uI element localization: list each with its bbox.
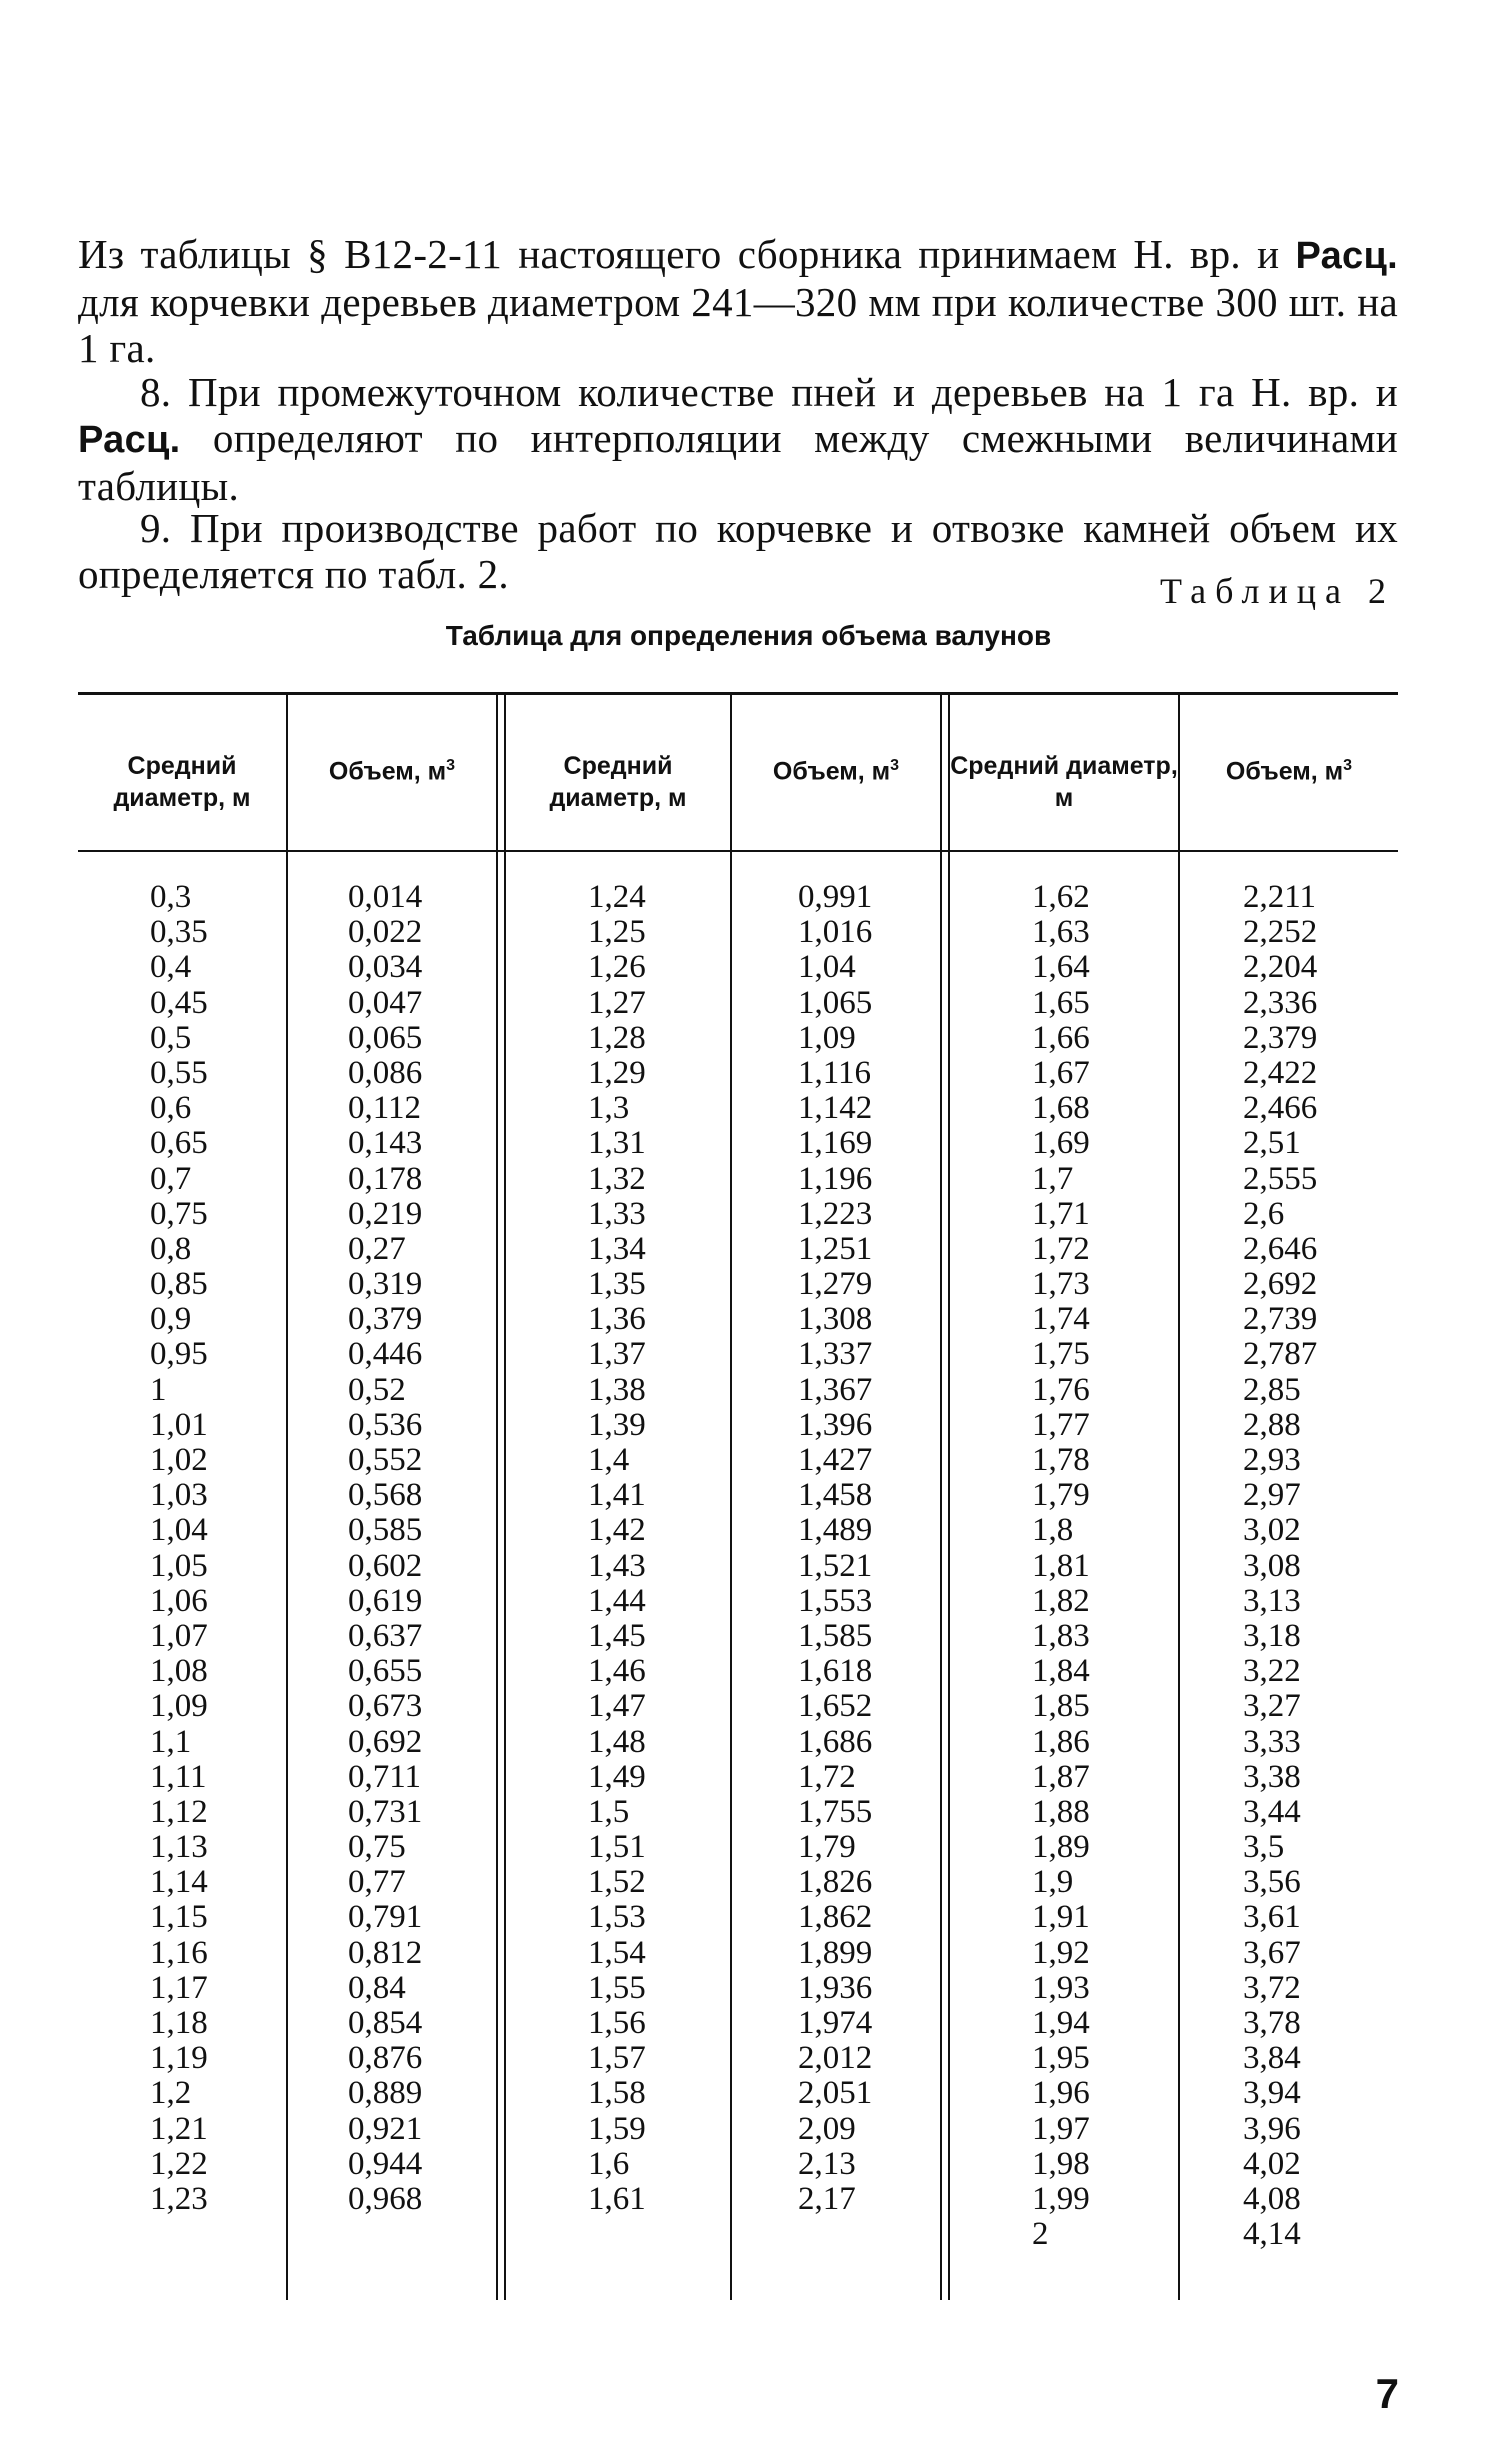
table-cell: 0,876: [348, 2040, 423, 2077]
table-cell: 2,379: [1243, 1019, 1318, 1056]
table-cell: 1,279: [798, 1266, 873, 1303]
table-cell: 1,52: [588, 1864, 646, 1901]
table-cell: 1,85: [1032, 1688, 1090, 1725]
table-cell: 0,379: [348, 1301, 423, 1338]
table-cell: 0,4: [150, 949, 192, 986]
table-cell: 2,555: [1243, 1160, 1318, 1197]
table-cell: 1,38: [588, 1371, 646, 1408]
table-cell: 0,552: [348, 1442, 423, 1478]
table-cell: 1,91: [1032, 1899, 1090, 1936]
table-cell: 4,08: [1243, 2180, 1301, 2217]
table-cell: 1,06: [150, 1582, 208, 1619]
table-cell: 0,014: [348, 879, 423, 915]
table-cell: 3,56: [1243, 1864, 1301, 1901]
header-volume-sup: 3: [890, 757, 900, 774]
table-cell: 3,44: [1243, 1793, 1301, 1830]
table-cell: 0,944: [348, 2145, 423, 2182]
table-cell: 1,521: [798, 1547, 873, 1584]
table-cell: 1,25: [588, 914, 646, 951]
table-cell: 1,94: [1032, 2005, 1090, 2041]
table-cell: 2,051: [798, 2075, 873, 2112]
header-diameter-1: Средний диаметр, м: [113, 752, 251, 812]
table-cell: 1,76: [1032, 1371, 1090, 1408]
table-cell: 1,21: [150, 2110, 208, 2147]
table-cell: 2,422: [1243, 1054, 1318, 1091]
page-number: 7: [1375, 2370, 1399, 2417]
table-cell: 1,04: [798, 949, 856, 986]
table-cell: 3,38: [1243, 1758, 1301, 1795]
table-cell: 1,53: [588, 1899, 646, 1936]
table-cell: 0,35: [150, 914, 208, 951]
table-cell: 0,7: [150, 1160, 192, 1197]
table-number-label: Таблица 2: [1160, 571, 1395, 611]
header-volume-3: [1180, 750, 1398, 787]
table-cell: 1,33: [588, 1195, 646, 1232]
p2-bold-rasc: Расц.: [78, 419, 181, 461]
table-cell: 2,646: [1243, 1230, 1318, 1267]
table-cell: 1,89: [1032, 1829, 1090, 1866]
table-cell: 0,8: [150, 1230, 192, 1267]
table-cell: 1,618: [798, 1653, 873, 1690]
table-cell: 1,56: [588, 2005, 646, 2041]
table-cell: 1,458: [798, 1477, 873, 1514]
table-cell: 1,97: [1032, 2110, 1090, 2147]
table-cell: 3,5: [1243, 1829, 1285, 1866]
column-double-divider-left: [496, 695, 498, 2300]
table-cell: 0,812: [348, 1934, 423, 1971]
table-cell: 1,974: [798, 2005, 873, 2041]
column-divider: [286, 695, 288, 2300]
column-double-divider-left: [940, 695, 942, 2300]
table-cell: 0,6: [150, 1090, 192, 1127]
table-cell: 1,98: [1032, 2145, 1090, 2182]
table-cell: 1,12: [150, 1793, 208, 1830]
table-cell: 1,18: [150, 2005, 208, 2041]
table-cell: 3,72: [1243, 1969, 1301, 2006]
table-cell: 0,75: [150, 1195, 208, 1232]
table-top-rule: [78, 692, 1398, 695]
table-cell: 1,46: [588, 1653, 646, 1690]
table-cell: 1,57: [588, 2040, 646, 2077]
table-cell: 1,31: [588, 1125, 646, 1162]
table-cell: 1,72: [1032, 1230, 1090, 1267]
table-cell: 1,07: [150, 1617, 208, 1654]
table-cell: 1,74: [1032, 1301, 1090, 1338]
table-cell: 1,03: [150, 1477, 208, 1514]
table-cell: 1,223: [798, 1195, 873, 1232]
table-cell: 0,022: [348, 914, 423, 951]
header-volume-text: Объем, м: [328, 757, 447, 786]
table-cell: 2,204: [1243, 949, 1318, 986]
table-cell: 1,75: [1032, 1336, 1090, 1373]
table-cell: 3,94: [1243, 2075, 1301, 2112]
table-cell: 2,51: [1243, 1125, 1301, 1162]
column-divider: [1178, 695, 1180, 2300]
table-cell: 1,68: [1032, 1090, 1090, 1127]
table-cell: 1,96: [1032, 2075, 1090, 2112]
table-cell: 1,73: [1032, 1266, 1090, 1303]
table-cell: 3,18: [1243, 1617, 1301, 1654]
table-cell: 1,88: [1032, 1793, 1090, 1830]
table-cell: 2,09: [798, 2110, 856, 2147]
table-cell: 1,87: [1032, 1758, 1090, 1795]
table-cell: 0,692: [348, 1723, 423, 1760]
table-cell: 1,05: [150, 1547, 208, 1584]
column-volume-2: [798, 880, 872, 2217]
table-cell: 2,787: [1243, 1336, 1318, 1373]
table-cell: 1,9: [1032, 1864, 1074, 1901]
table-cell: 1,196: [798, 1160, 873, 1197]
table-cell: 0,9: [150, 1301, 192, 1338]
table-cell: 2,739: [1243, 1301, 1318, 1338]
table-cell: 2,93: [1243, 1442, 1301, 1478]
table-cell: 1,59: [588, 2110, 646, 2147]
table-cell: 1,09: [798, 1019, 856, 1056]
table-cell: 2,13: [798, 2145, 856, 2182]
header-volume-2: [732, 750, 940, 787]
table-cell: 1,55: [588, 1969, 646, 2006]
table-cell: 2,97: [1243, 1477, 1301, 1514]
table-cell: 2: [1032, 2216, 1049, 2253]
table-cell: 1,065: [798, 984, 873, 1021]
table-cell: 2,012: [798, 2040, 873, 2077]
table-cell: 1,337: [798, 1336, 873, 1373]
table-cell: 1,47: [588, 1688, 646, 1725]
table-cell: 1,016: [798, 914, 873, 951]
table-cell: 2,17: [798, 2180, 856, 2217]
table-cell: 1,08: [150, 1653, 208, 1690]
table-cell: 4,02: [1243, 2145, 1301, 2182]
table-cell: 1,45: [588, 1617, 646, 1654]
table-cell: 1,78: [1032, 1442, 1090, 1478]
table-cell: 0,95: [150, 1336, 208, 1373]
header-volume-1: [288, 750, 496, 787]
table-cell: 1,84: [1032, 1653, 1090, 1690]
table-cell: 1,826: [798, 1864, 873, 1901]
table-cell: 1,4: [588, 1442, 630, 1478]
table-cell: 2,692: [1243, 1266, 1318, 1303]
table-cell: 1,3: [588, 1090, 630, 1127]
table-cell: 0,731: [348, 1793, 423, 1830]
header-volume-text: Объем, м: [772, 757, 891, 786]
table-cell: 1,17: [150, 1969, 208, 2006]
table-cell: 1,6: [588, 2145, 630, 2182]
table-cell: 0,52: [348, 1371, 406, 1408]
table-cell: 1,67: [1032, 1054, 1090, 1091]
table-cell: 1,116: [798, 1054, 872, 1091]
table-cell: 1,13: [150, 1829, 208, 1866]
table-cell: 1,62: [1032, 879, 1090, 915]
table-cell: 1,5: [588, 1793, 630, 1830]
table-cell: 1,72: [798, 1758, 856, 1795]
table-cell: 1,28: [588, 1019, 646, 1056]
table-cell: 1,65: [1032, 984, 1090, 1021]
table-cell: 2,6: [1243, 1195, 1285, 1232]
table-cell: 1,79: [1032, 1477, 1090, 1514]
table-cell: 1,899: [798, 1934, 873, 1971]
table-cell: 0,637: [348, 1617, 423, 1654]
table-cell: 0,178: [348, 1160, 423, 1197]
p1-bold-rasc: Расц.: [1295, 235, 1398, 277]
table-cell: 0,065: [348, 1019, 423, 1056]
table-cell: 1,2: [150, 2075, 192, 2112]
table-cell: 0,85: [150, 1266, 208, 1303]
table-cell: 1,63: [1032, 914, 1090, 951]
table-cell: 2,336: [1243, 984, 1318, 1021]
column-double-divider-right: [504, 695, 506, 2300]
table-cell: 1,95: [1032, 2040, 1090, 2077]
table-cell: 1,367: [798, 1371, 873, 1408]
table-cell: 1,553: [798, 1582, 873, 1619]
table-cell: 1,26: [588, 949, 646, 986]
table-cell: 1,16: [150, 1934, 208, 1971]
table-cell: 3,08: [1243, 1547, 1301, 1584]
table-cell: 1,69: [1032, 1125, 1090, 1162]
column-diameter-1: [150, 880, 208, 2217]
table-cell: 0,921: [348, 2110, 423, 2147]
table-cell: 1,7: [1032, 1160, 1074, 1197]
table-cell: 1,09: [150, 1688, 208, 1725]
table-cell: 0,673: [348, 1688, 423, 1725]
header-volume-sup: 3: [446, 757, 456, 774]
table-cell: 0,319: [348, 1266, 423, 1303]
table-cell: 3,96: [1243, 2110, 1301, 2147]
table-cell: 1,99: [1032, 2180, 1090, 2217]
table-cell: 1,24: [588, 879, 646, 915]
table-cell: 1: [150, 1371, 167, 1408]
table-cell: 1,61: [588, 2180, 646, 2217]
p2-text-a: 8. При промежуточном количестве пней и деревьев на 1 га Н. вр. и: [140, 369, 1398, 415]
table-cell: 1,81: [1032, 1547, 1090, 1584]
table-cell: 1,92: [1032, 1934, 1090, 1971]
table-cell: 1,1: [150, 1723, 192, 1760]
table-cell: 0,5: [150, 1019, 192, 1056]
table-cell: 1,02: [150, 1442, 208, 1478]
table-cell: 0,65: [150, 1125, 208, 1162]
table-cell: 1,58: [588, 2075, 646, 2112]
table-cell: 3,33: [1243, 1723, 1301, 1760]
table-cell: 1,29: [588, 1054, 646, 1091]
table-cell: 1,66: [1032, 1019, 1090, 1056]
p1-text-a: Из таблицы § В12-2-11 настоящего сборника принимаем Н. вр. и: [78, 231, 1296, 277]
table-cell: 0,77: [348, 1864, 406, 1901]
table-cell: 0,791: [348, 1899, 423, 1936]
table-cell: 1,396: [798, 1406, 873, 1443]
table-cell: 1,41: [588, 1477, 646, 1514]
table-cell: 0,854: [348, 2005, 423, 2041]
table-cell: 1,427: [798, 1442, 873, 1478]
table-cell: 1,14: [150, 1864, 208, 1901]
table-cell: 1,39: [588, 1406, 646, 1443]
table-cell: 1,755: [798, 1793, 873, 1830]
table-cell: 0,602: [348, 1547, 423, 1584]
table-cell: 2,252: [1243, 914, 1318, 951]
table-cell: 1,42: [588, 1512, 646, 1549]
table-cell: 1,86: [1032, 1723, 1090, 1760]
table-cell: 1,48: [588, 1723, 646, 1760]
table-cell: 1,169: [798, 1125, 873, 1162]
table-cell: 0,034: [348, 949, 423, 986]
table-cell: 0,047: [348, 984, 423, 1021]
table-cell: 1,686: [798, 1723, 873, 1760]
table-cell: 0,84: [348, 1969, 406, 2006]
table-cell: 3,22: [1243, 1653, 1301, 1690]
header-volume-text: Объем, м: [1225, 757, 1344, 786]
table-cell: 0,143: [348, 1125, 423, 1162]
table-cell: 4,14: [1243, 2216, 1301, 2253]
table-cell: 1,35: [588, 1266, 646, 1303]
table-cell: 2,466: [1243, 1090, 1318, 1127]
table-cell: 3,78: [1243, 2005, 1301, 2041]
table-cell: 0,219: [348, 1195, 423, 1232]
table-cell: 0,086: [348, 1054, 423, 1091]
paragraph-3: 9. При производстве работ по корчевке и отвозке камней объем их определяется по табл. 2.: [78, 505, 1398, 597]
table-cell: 1,11: [150, 1758, 207, 1795]
table-cell: 0,27: [348, 1230, 406, 1267]
table-cell: 1,36: [588, 1301, 646, 1338]
table-cell: 1,71: [1032, 1195, 1090, 1232]
table-cell: 1,8: [1032, 1512, 1074, 1549]
table-cell: 1,54: [588, 1934, 646, 1971]
table-cell: 1,44: [588, 1582, 646, 1619]
table-cell: 1,22: [150, 2145, 208, 2182]
table-cell: 1,34: [588, 1230, 646, 1267]
table-cell: 1,652: [798, 1688, 873, 1725]
table-cell: 3,02: [1243, 1512, 1301, 1549]
column-diameter-3: [1032, 880, 1090, 2252]
table-cell: 1,251: [798, 1230, 873, 1267]
table-cell: 1,93: [1032, 1969, 1090, 2006]
table-cell: 3,27: [1243, 1688, 1301, 1725]
table-cell: 3,13: [1243, 1582, 1301, 1619]
table-cell: 0,55: [150, 1054, 208, 1091]
column-volume-3: [1243, 880, 1317, 2252]
table-cell: 0,619: [348, 1582, 423, 1619]
header-diameter-2: Средний диаметр, м: [549, 752, 687, 812]
table-cell: 1,27: [588, 984, 646, 1021]
table-cell: 0,45: [150, 984, 208, 1021]
table-cell: 0,3: [150, 879, 192, 915]
table-cell: 3,84: [1243, 2040, 1301, 2077]
p2-text-b: определяют по интерполяции между смежными величинами таблицы.: [78, 415, 1398, 509]
table-cell: 2,211: [1243, 879, 1317, 915]
table-cell: 0,536: [348, 1406, 423, 1443]
table-cell: 0,112: [348, 1090, 422, 1127]
table-cell: 2,85: [1243, 1371, 1301, 1408]
table-cell: 1,15: [150, 1899, 208, 1936]
table-cell: 1,43: [588, 1547, 646, 1584]
table-cell: 1,32: [588, 1160, 646, 1197]
table-cell: 0,968: [348, 2180, 423, 2217]
table-cell: 0,75: [348, 1829, 406, 1866]
table-cell: 1,862: [798, 1899, 873, 1936]
table-cell: 0,568: [348, 1477, 423, 1514]
table-cell: 1,64: [1032, 949, 1090, 986]
paragraph-2: [78, 369, 1398, 509]
paragraph-1: [78, 231, 1398, 371]
p1-text-b: для корчевки деревьев диаметром 241—320 мм при количестве 300 шт. на 1 га.: [78, 279, 1398, 371]
header-volume-sup: 3: [1343, 757, 1353, 774]
table-cell: 1,308: [798, 1301, 873, 1338]
table-cell: 0,991: [798, 879, 873, 915]
table-cell: 3,67: [1243, 1934, 1301, 1971]
table-cell: 1,585: [798, 1617, 873, 1654]
table-cell: 1,49: [588, 1758, 646, 1795]
table-cell: 3,61: [1243, 1899, 1301, 1936]
table-cell: 1,04: [150, 1512, 208, 1549]
table-cell: 1,01: [150, 1406, 208, 1443]
table-header-rule: [78, 850, 1398, 852]
column-volume-1: [348, 880, 422, 2217]
table-cell: 0,711: [348, 1758, 422, 1795]
table-cell: 0,889: [348, 2075, 423, 2112]
table-title: Таблица для определения объема валунов: [445, 620, 1052, 651]
table-cell: 1,142: [798, 1090, 873, 1127]
column-diameter-2: [588, 880, 646, 2217]
table-cell: 0,585: [348, 1512, 423, 1549]
table-cell: 1,23: [150, 2180, 208, 2217]
table-cell: 1,19: [150, 2040, 208, 2077]
table-cell: 1,83: [1032, 1617, 1090, 1654]
column-divider: [730, 695, 732, 2300]
table-cell: 1,489: [798, 1512, 873, 1549]
table-cell: 1,79: [798, 1829, 856, 1866]
header-diameter-3: Средний диаметр, м: [950, 752, 1178, 812]
table-cell: 0,446: [348, 1336, 423, 1373]
table-cell: 0,655: [348, 1653, 423, 1690]
table-cell: 1,37: [588, 1336, 646, 1373]
column-double-divider-right: [948, 695, 950, 2300]
table-cell: 1,82: [1032, 1582, 1090, 1619]
table-cell: 1,936: [798, 1969, 873, 2006]
table-cell: 2,88: [1243, 1406, 1301, 1443]
table-cell: 1,77: [1032, 1406, 1090, 1443]
table-cell: 1,51: [588, 1829, 646, 1866]
